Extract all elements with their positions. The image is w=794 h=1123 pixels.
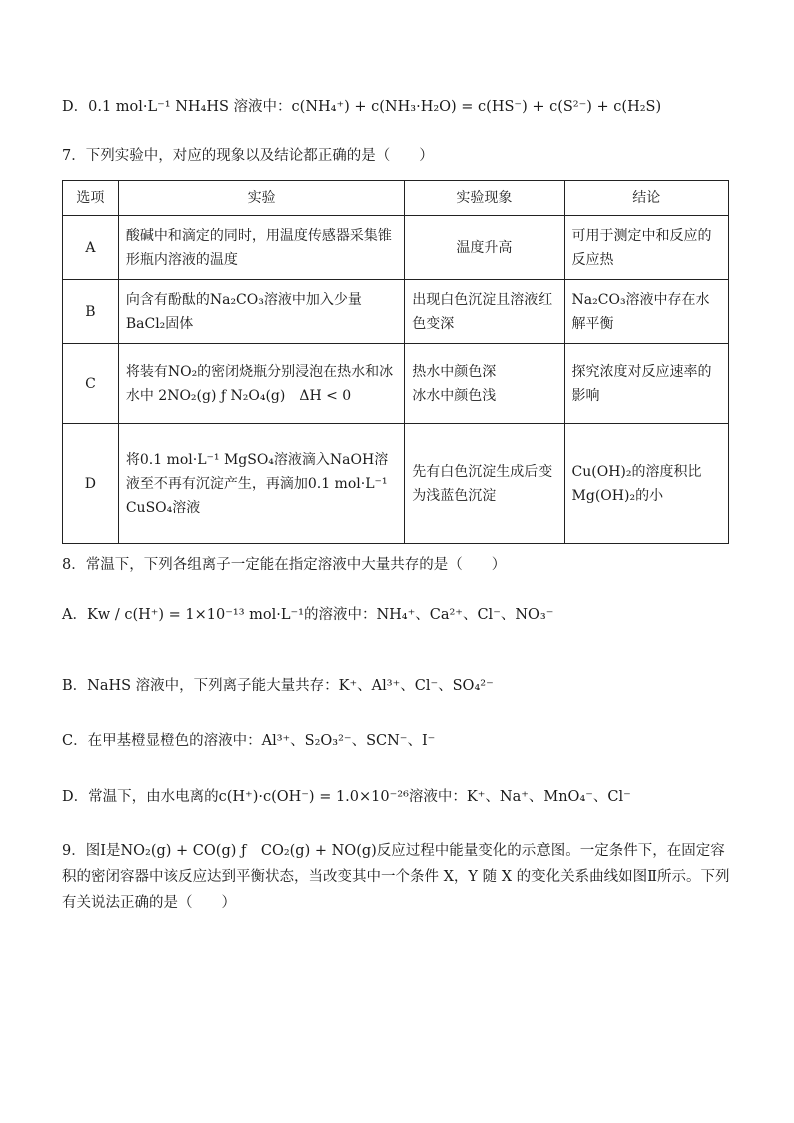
row-b-conclusion: Na₂CO₃溶液中存在水解平衡 xyxy=(564,280,728,344)
table-row xyxy=(63,344,729,424)
q7-table xyxy=(62,180,729,544)
row-b-option: B xyxy=(63,280,119,344)
table-header-row xyxy=(63,181,729,216)
q6-option-d: D．0.1 mol·L⁻¹ NH₄HS 溶液中：c(NH₄⁺) + c(NH₃·H₂O) = c(HS⁻) + c(S²⁻) + c(H₂S) xyxy=(62,99,662,115)
q7-stem: 7．下列实验中，对应的现象以及结论都正确的是（ ） xyxy=(62,148,434,164)
header-experiment: 实验 xyxy=(118,181,404,216)
row-c-phenomenon: 热水中颜色深 冰水中颜色浅 xyxy=(405,344,564,424)
q8-option-d: D．常温下，由水电离的c(H⁺)·c(OH⁻) = 1.0×10⁻²⁶溶液中：K⁺、Na⁺、MnO₄⁻、Cl⁻ xyxy=(62,789,631,805)
row-d-option: D xyxy=(63,424,119,544)
row-a-conclusion: 可用于测定中和反应的反应热 xyxy=(564,216,728,280)
row-d-experiment: 将0.1 mol·L⁻¹ MgSO₄溶液滴入NaOH溶液至不再有沉淀产生，再滴加0.1 mol·L⁻¹ CuSO₄溶液 xyxy=(118,424,404,544)
row-a-phenomenon: 温度升高 xyxy=(405,216,564,280)
row-c-option: C xyxy=(63,344,119,424)
q8-option-c: C．在甲基橙显橙色的溶液中：Al³⁺、S₂O₃²⁻、SCN⁻、I⁻ xyxy=(62,733,436,749)
row-c-experiment: 将装有NO₂的密闭烧瓶分别浸泡在热水和冰水中 2NO₂(g) ƒ N₂O₄(g) ΔH < 0 xyxy=(118,344,404,424)
q8-option-a: A．Kw / c(H⁺) = 1×10⁻¹³ mol·L⁻¹的溶液中：NH₄⁺、Ca²⁺、Cl⁻、NO₃⁻ xyxy=(62,607,554,623)
row-d-conclusion: Cu(OH)₂的溶度积比Mg(OH)₂的小 xyxy=(564,424,728,544)
row-c-conclusion: 探究浓度对反应速率的影响 xyxy=(564,344,728,424)
table-row xyxy=(63,424,729,544)
row-b-experiment: 向含有酚酞的Na₂CO₃溶液中加入少量BaCl₂固体 xyxy=(118,280,404,344)
q9-stem: 9．图Ⅰ是NO₂(g) + CO(g) ƒ CO₂(g) + NO(g)反应过程中能量变化的示意图。一定条件下，在固定容积的密闭容器中该反应达到平衡状态，当改变其中一个条件 X，Y 随 X 的变化关系曲线如图Ⅱ所示。下列有关说法正确的是（ ） xyxy=(62,843,730,911)
header-conclusion: 结论 xyxy=(564,181,728,216)
row-a-option: A xyxy=(63,216,119,280)
table-row xyxy=(63,216,729,280)
row-a-experiment: 酸碱中和滴定的同时，用温度传感器采集锥形瓶内溶液的温度 xyxy=(118,216,404,280)
row-d-phenomenon: 先有白色沉淀生成后变为浅蓝色沉淀 xyxy=(405,424,564,544)
q8-stem: 8．常温下，下列各组离子一定能在指定溶液中大量共存的是（ ） xyxy=(62,557,507,573)
header-option: 选项 xyxy=(63,181,119,216)
q8-option-b: B．NaHS 溶液中，下列离子能大量共存：K⁺、Al³⁺、Cl⁻、SO₄²⁻ xyxy=(62,678,494,694)
table-row xyxy=(63,280,729,344)
row-b-phenomenon: 出现白色沉淀且溶液红色变深 xyxy=(405,280,564,344)
header-phenomenon: 实验现象 xyxy=(405,181,564,216)
